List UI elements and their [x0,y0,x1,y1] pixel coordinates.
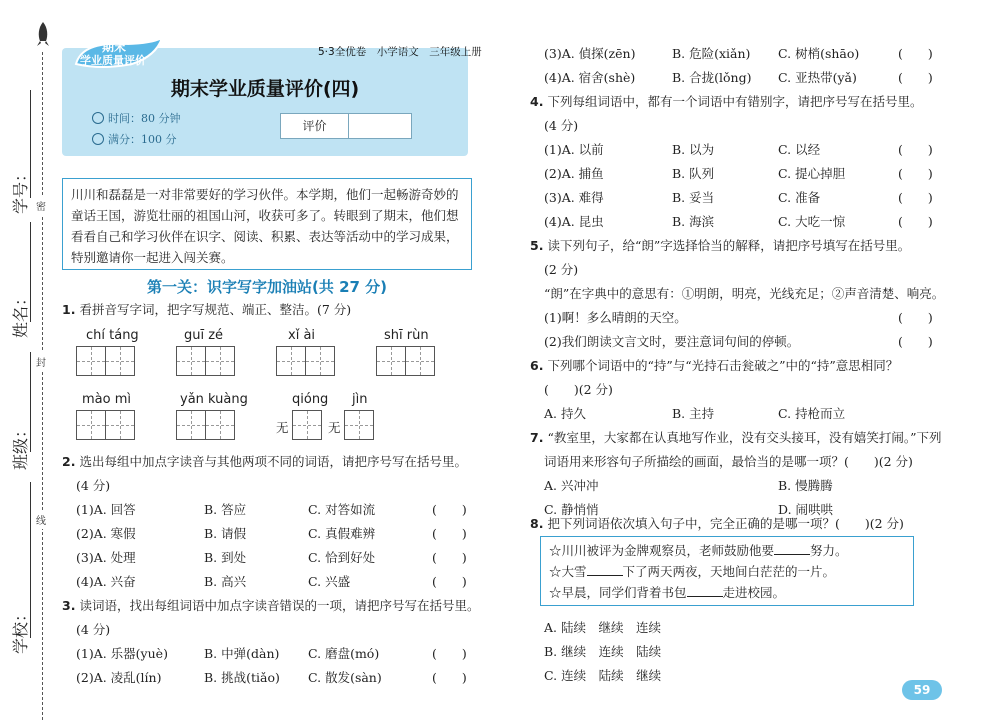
question-text: 把下列词语依次填入句子中，完全正确的是哪一项？( )(2 分) [547,516,904,531]
question-points: (4 分) [76,622,111,637]
question-points: (4 分) [544,118,579,133]
question-6 [530,356,898,374]
answer-parens[interactable]: ( ) [898,190,933,205]
option-a: (2)A. 凌乱(lín) [76,670,162,685]
name-field[interactable] [30,222,31,322]
question-text: 下列每组词语中，都有一个词语中有错别字，请把序号写在括号里。 [547,94,923,109]
option-c: C. 持枪而立 [778,406,846,421]
page-number: 59 [902,680,942,700]
answer-parens[interactable]: ( ) [898,142,933,157]
question-8 [530,514,904,532]
question-text: “教室里，大家都在认真地写作业，没有交头接耳，没有嬉笑打闹。”下列 [547,430,942,445]
definition-text: “朗”在字典中的意思有：①明朗，明亮，光线充足；②声音清楚、响亮。 [544,286,945,301]
score-info [92,131,177,147]
cut-line [42,52,43,720]
header-meta: 5·3全优卷 小学语文 三年级上册 [318,46,482,58]
option-c: C. 真假难辨 [308,526,376,541]
answer-parens[interactable]: ( )(2 分) [544,382,613,397]
class-field[interactable] [30,352,31,452]
question-number: 1. [62,302,76,317]
question-text: 读词语，找出每组词语中加点字读音错误的一项，请把序号写在括号里。 [79,598,480,613]
option-b: B. 高兴 [204,574,247,589]
writing-grid[interactable] [344,410,373,440]
question-number: 6. [530,358,544,373]
option-a: (3)A. 难得 [544,190,604,205]
option-b: B. 答应 [204,502,247,517]
pinyin-label: mào mì [82,392,131,407]
option-a: (3)A. 偵探(zēn) [544,46,636,61]
pinyin-label: yǎn kuàng [180,392,248,407]
question-text: 选出每组中加点字读音与其他两项不同的词语，请把序号写在括号里。 [79,454,467,469]
writing-grid[interactable] [76,410,134,440]
answer-parens[interactable]: ( ) [898,70,933,85]
option-b: B. 队列 [672,166,715,181]
question-number: 4. [530,94,544,109]
answer-parens[interactable]: ( ) [898,334,933,349]
option-a: (4)A. 宿舍(shè) [544,70,636,85]
question-text: 看拼音写字词，把字写规范、端正、整洁。(7 分) [79,302,352,317]
option-c: C. 磨盘(mó) [308,646,380,661]
option-c: C. 亚热带(yǎ) [778,70,857,85]
page-title: 期末学业质量评价(四) [170,78,360,100]
option-a: (1)A. 以前 [544,142,604,157]
pinyin-label: chí táng [86,328,139,343]
fill-sentence: ☆早晨，同学们背着书包 走进校园。 [549,585,786,600]
question-number: 3. [62,598,76,613]
writing-grid[interactable] [176,410,234,440]
seal-char: 封 [36,352,46,371]
binding-strip [0,0,58,720]
option-b: B. 妥当 [672,190,715,205]
fill-in-box [540,536,914,606]
option-d: D. 闹哄哄 [778,502,834,517]
clock-icon [92,112,104,124]
header-badge [72,34,168,74]
option-c: C. 大吃一惊 [778,214,846,229]
option-a: (1)A. 回答 [76,502,136,517]
option-a: A. 兴冲冲 [544,478,599,493]
option-b: B. 继续 连续 陆续 [544,644,662,659]
option-c: C. 散发(sàn) [308,670,382,685]
question-text: 读下列句子，给“朗”字选择恰当的解释，请把序号填写在括号里。 [547,238,911,253]
pinyin-label: shī rùn [384,328,429,343]
badge-line2: 学业质量评价 [80,54,146,67]
seal-char: 线 [36,510,46,529]
answer-parens[interactable]: ( ) [898,310,933,325]
option-b: B. 中弹(dàn) [204,646,280,661]
time-info [92,110,181,126]
question-2 [62,452,467,470]
intro-paragraph: 川川和磊磊是一对非常要好的学习伙伴。本学期，他们一起畅游奇妙的童话王国，游览壮丽的祖国山河，收获可多了。转眼到了期末，他们想看看自己和学习伙伴在识字、阅读、积累、表达等活动中的学习成果，特别邀请你一起进入闯关赛。 [62,178,472,270]
blank-field[interactable] [687,585,723,597]
answer-parens[interactable]: ( ) [432,574,467,589]
badge-line1: 期末 [102,40,127,54]
question-number: 2. [62,454,76,469]
question-text-cont: 词语用来形容句子所描绘的画面，最恰当的是哪一项？( )(2 分) [544,454,913,469]
pinyin-label: guī zé [184,328,224,343]
option-b: B. 主持 [672,406,715,421]
option-a: A. 持久 [544,406,586,421]
school-label: 学校： [11,605,30,654]
pinyin-label: qióng [292,392,329,407]
option-c: C. 恰到好处 [308,550,376,565]
school-field[interactable] [30,482,31,638]
option-a: A. 陆续 继续 连续 [544,620,661,635]
seal-char: 密 [36,196,46,215]
question-points: (4 分) [76,478,111,493]
option-c: C. 对答如流 [308,502,376,517]
pinyin-label: jìn [352,392,368,407]
fill-sentence: ☆川川被评为金牌观察员，老师鼓励他要 努力。 [549,543,848,558]
rocket-icon [35,22,51,51]
pinyin-label: xǐ ài [288,328,316,343]
grade-box[interactable] [280,113,412,139]
option-b: B. 挑战(tiǎo) [204,670,280,685]
option-c: C. 提心掉胆 [778,166,846,181]
option-b: B. 请假 [204,526,247,541]
question-number: 7. [530,430,544,445]
answer-parens[interactable]: ( ) [898,46,933,61]
question-text: 下列哪个词语中的“持”与“光持石击瓮破之”中的“持”意思相同？ [547,358,899,373]
option-b: B. 海滨 [672,214,715,229]
writing-grid[interactable] [76,346,134,376]
option-c: C. 准备 [778,190,821,205]
option-b: B. 危险(xiǎn) [672,46,751,61]
answer-parens[interactable]: ( ) [432,502,467,517]
student-id-label: 学号： [11,165,30,214]
question-5 [530,236,910,254]
question-number: 8. [530,516,544,531]
option-a: (3)A. 处理 [76,550,136,565]
option-a: (4)A. 兴奋 [76,574,136,589]
option-a: (2)A. 寒假 [76,526,136,541]
writing-grid[interactable] [176,346,234,376]
answer-parens[interactable]: ( ) [898,214,933,229]
answer-parens[interactable]: ( ) [432,670,467,685]
grade-label: 评价 [281,114,349,138]
question-points: (2 分) [544,262,579,277]
question-1 [62,300,351,318]
option-b: B. 以为 [672,142,715,157]
answer-parens[interactable]: ( ) [432,526,467,541]
student-id-field[interactable] [30,90,31,198]
wu-char: 无 [276,420,289,435]
sentence-item: (1)啊！多么晴朗的天空。 [544,310,687,325]
writing-grid[interactable] [292,410,321,440]
blank-field[interactable] [774,543,810,555]
option-c: C. 兴盛 [308,574,351,589]
option-b: B. 合拢(lǒng) [672,70,752,85]
answer-parens[interactable]: ( ) [432,550,467,565]
option-b: B. 到处 [204,550,247,565]
blank-field[interactable] [587,564,623,576]
option-a: (1)A. 乐器(yuè) [76,646,168,661]
option-c: C. 连续 陆续 继续 [544,668,662,683]
score-label: 满分：100 分 [108,133,177,146]
fill-sentence: ☆大雪 下了两天两夜，天地间白茫茫的一片。 [549,564,836,579]
option-a: (4)A. 昆虫 [544,214,604,229]
check-circle-icon [92,133,104,145]
option-b: B. 慢腾腾 [778,478,833,493]
grade-field[interactable] [349,114,411,138]
option-c: C. 树梢(shāo) [778,46,860,61]
wu-char: 无 [328,420,341,435]
time-label: 时间：80 分钟 [108,112,181,125]
answer-parens[interactable]: ( ) [432,646,467,661]
option-c: C. 静悄悄 [544,502,599,517]
section-title: 第一关：识字写字加油站(共 27 分) [146,278,388,296]
class-label: 班级： [11,421,30,470]
option-c: C. 以经 [778,142,821,157]
writing-grid[interactable] [276,346,334,376]
answer-parens[interactable]: ( ) [898,166,933,181]
question-4 [530,92,922,110]
question-7 [530,428,941,446]
name-label: 姓名： [11,289,30,338]
writing-grid[interactable] [376,346,434,376]
question-3 [62,596,479,614]
sentence-item: (2)我们朗读文言文时，要注意词句间的停顿。 [544,334,800,349]
question-number: 5. [530,238,544,253]
option-a: (2)A. 捕鱼 [544,166,604,181]
